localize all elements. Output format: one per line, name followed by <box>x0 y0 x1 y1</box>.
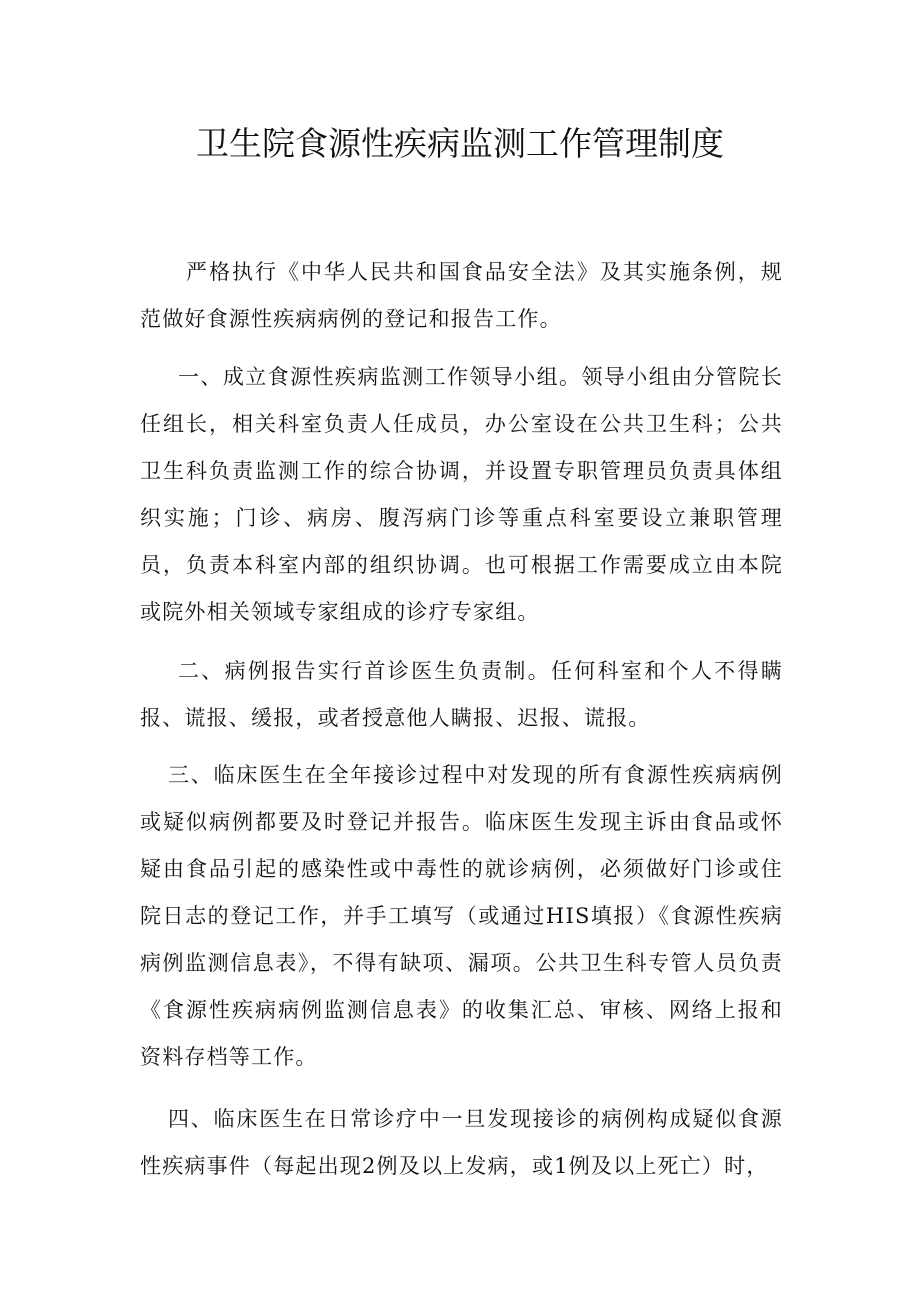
intro-paragraph: 严格执行《中华人民共和国食品安全法》及其实施条例，规范做好食源性疾病病例的登记和报告工作。 <box>140 260 783 331</box>
section-3-paragraph: 三、临床医生在全年接诊过程中对发现的所有食源性疾病病例或疑似病例都要及时登记并报告。临床医生发现主诉由食品或怀疑由食品引起的感染性或中毒性的就诊病例，必须做好门诊或住院日志的登记工作，并手工填写（或通过HIS填报）《食源性疾病病例监测信息表》，不得有缺项、漏项。公共卫生科专管人员负责《食源性疾病病例监测信息表》的收集汇总、审核、网络上报和资料存档等工作。 <box>140 763 783 1069</box>
section-2-paragraph: 二、病例报告实行首诊医生负责制。任何科室和个人不得瞒报、谎报、缓报，或者授意他人瞒报、迟报、谎报。 <box>140 659 783 730</box>
document-title: 卫生院食源性疾病监测工作管理制度 <box>196 124 724 163</box>
section-4-paragraph: 四、临床医生在日常诊疗中一旦发现接诊的病例构成疑似食源性疾病事件（每起出现2例及以上发病，或1例及以上死亡）时， <box>140 1107 783 1178</box>
section-1-paragraph: 一、成立食源性疾病监测工作领导小组。领导小组由分管院长任组长，相关科室负责人任成员，办公室设在公共卫生科；公共卫生科负责监测工作的综合协调，并设置专职管理员负责具体组织实施；门诊、病房、腹泻病门诊等重点科室要设立兼职管理员，负责本科室内部的组织协调。也可根据工作需要成立由本院或院外相关领域专家组成的诊疗专家组。 <box>140 365 783 624</box>
